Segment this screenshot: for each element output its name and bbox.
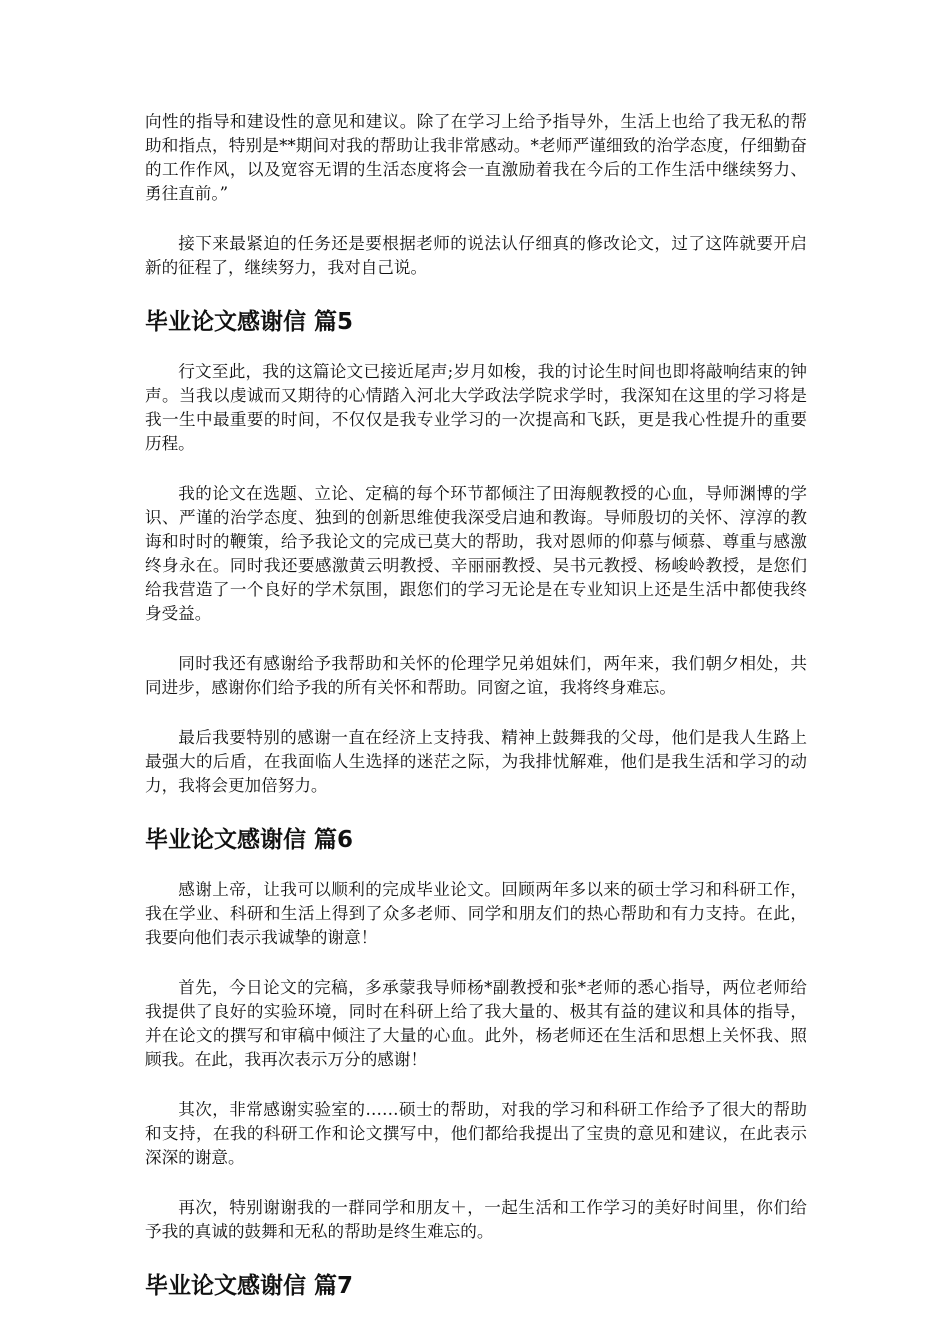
section-6-paragraph-4: 再次，特别谢谢我的一群同学和朋友＋，一起生活和工作学习的美好时间里，你们给予我的真诚的鼓舞和无私的帮助是终生难忘的。 bbox=[145, 1198, 807, 1241]
section-5-paragraph-2: 我的论文在选题、立论、定稿的每个环节都倾注了田海舰教授的心血，导师渊博的学识、严谨的治学态度、独到的创新思维使我深受启迪和教诲。导师殷切的关怀、淳淳的教诲和时时的鞭策，给予我论文的完成已莫大的帮助，我对恩师的仰慕与倾慕、尊重与感激终身永在。同时我还要感激黄云明教授、辛丽丽教授、吴书元教授、杨峻岭教授，是您们给我营造了一个良好的学术氛围，跟您们的学习无论是在专业知识上还是生活中都使我终身受益。 bbox=[145, 484, 807, 623]
intro-paragraph-2: 接下来最紧迫的任务还是要根据老师的说法认仔细真的修改论文，过了这阵就要开启新的征程了，继续努力，我对自己说。 bbox=[145, 234, 807, 277]
section-6-paragraph-2: 首先，今日论文的完稿，多承蒙我导师杨*副教授和张*老师的悉心指导，两位老师给我提供了良好的实验环境，同时在科研上给了我大量的、极其有益的建议和具体的指导，并在论文的撰写和审稿中倾注了大量的心血。此外，杨老师还在生活和思想上关怀我、照顾我。在此，我再次表示万分的感谢！ bbox=[145, 978, 807, 1069]
section-6-paragraph-3: 其次，非常感谢实验室的……硕士的帮助，对我的学习和科研工作给予了很大的帮助和支持，在我的科研工作和论文撰写中，他们都给我提出了宝贵的意见和建议，在此表示深深的谢意。 bbox=[145, 1100, 807, 1167]
section-6-paragraph-1: 感谢上帝，让我可以顺利的完成毕业论文。回顾两年多以来的硕士学习和科研工作，我在学业、科研和生活上得到了众多老师、同学和朋友们的热心帮助和有力支持。在此，我要向他们表示我诚挚的谢意！ bbox=[145, 880, 807, 947]
document-page bbox=[145, 110, 807, 1324]
section-5-paragraph-3: 同时我还有感谢给予我帮助和关怀的伦理学兄弟姐妹们，两年来，我们朝夕相处，共同进步，感谢你们给予我的所有关怀和帮助。同窗之谊，我将终身难忘。 bbox=[145, 654, 807, 697]
intro-paragraph-1: 向性的指导和建设性的意见和建议。除了在学习上给予指导外，生活上也给了我无私的帮助和指点，特别是**期间对我的帮助让我非常感动。*老师严谨细致的治学态度，仔细勤奋的工作作风，以及宽容无谓的生活态度将会一直激励着我在今后的工作生活中继续努力、勇往直前。” bbox=[145, 112, 807, 203]
section-5-paragraph-1: 行文至此，我的这篇论文已接近尾声;岁月如梭，我的讨论生时间也即将敲响结束的钟声。当我以虔诚而又期待的心情踏入河北大学政法学院求学时，我深知在这里的学习将是我一生中最重要的时间，不仅仅是我专业学习的一次提高和飞跃，更是我心性提升的重要历程。 bbox=[145, 362, 807, 453]
section-7-heading: 毕业论文感谢信 篇7 bbox=[145, 1273, 354, 1299]
section-5-paragraph-4: 最后我要特别的感谢一直在经济上支持我、精神上鼓舞我的父母，他们是我人生路上最强大的后盾，在我面临人生选择的迷茫之际，为我排忧解难，他们是我生活和学习的动力，我将会更加倍努力。 bbox=[145, 728, 807, 795]
section-6-heading: 毕业论文感谢信 篇6 bbox=[145, 827, 354, 853]
section-5-heading: 毕业论文感谢信 篇5 bbox=[145, 309, 354, 335]
